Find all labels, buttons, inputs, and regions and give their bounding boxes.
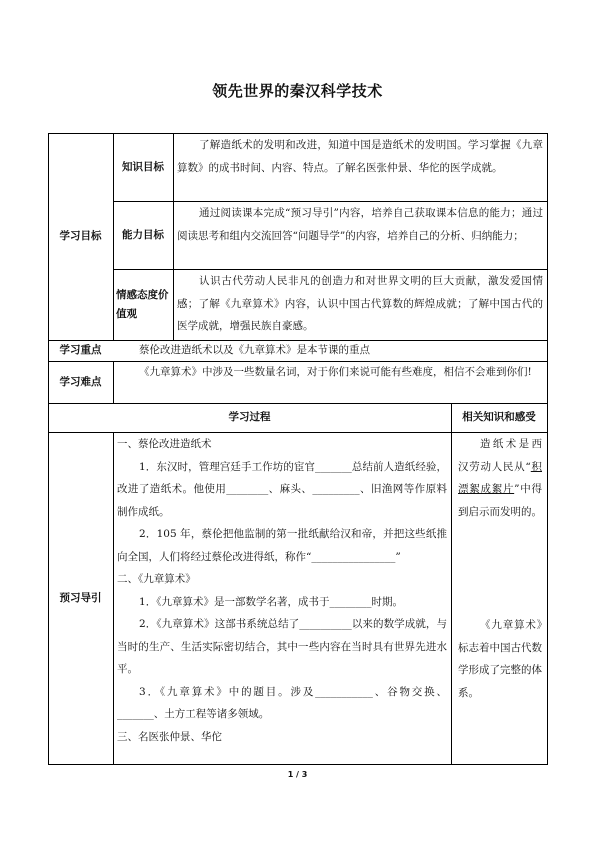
page-number: 1 / 3 — [287, 770, 308, 779]
section-2-question-3: 3．《九章算术》中的题目。涉及___________、谷物交换、_______、土方工程等诸多领域。 — [117, 685, 447, 720]
related-header: 相关知识和感受 — [462, 411, 536, 423]
emotion-goal-label — [115, 269, 171, 340]
key-point-text: 蔡伦改进造纸术以及《九章算术》是本节课的重点 — [139, 344, 371, 356]
knowledge-goal-text: 了解造纸术的发明和改进，知道中国是造纸术的发明国。学习掌握《九章算数》的成书时间、内容、特点。了解名医张仲景、华佗的医学成就。 — [177, 139, 543, 174]
section-2-title: 二、《九章算术》 — [117, 573, 196, 585]
section-2-question-1: 1．《九章算术》是一部数学名著，成书于________时期。 — [139, 595, 403, 608]
emotion-goal-label-text: 情感态度价值观 — [116, 288, 169, 320]
section-1-title: 一、蔡伦改进造纸术 — [117, 438, 212, 450]
emotion-goal-text: 认识古代劳动人民非凡的创造力和对世界文明的巨大贡献，激发爱国情感；了解《九章算术》内容，认识中国古代算数的辉煌成就；了解中国古代的医学成就，增强民族自豪感。 — [177, 275, 543, 332]
preview-content — [117, 433, 447, 748]
side-note-1 — [458, 433, 542, 523]
key-point-label: 学习重点 — [59, 344, 102, 356]
goals-label: 学习目标 — [59, 230, 102, 242]
side-note-1-end: ”中得到启示而发明的。 — [458, 483, 543, 518]
section-1-question-2: 2．105 年，蔡伦把他监制的第一批纸献给汉和帝，并把这些纸推向全国，人们将经过蔡伦改进得纸，称作“________________” — [117, 528, 447, 563]
side-note-1-underlined: 积漂絮成絮片 — [458, 460, 542, 495]
section-3-title: 三、名医张仲景、华佗 — [117, 730, 222, 743]
section-2-question-2: 2．《九章算术》这部书系统总结了__________以来的数学成就，与当时的生产、生活实际密切结合，其中一些内容在当时具有世界先进水平。 — [117, 618, 447, 675]
section-1-question-1: 1．东汉时，管理宫廷手工作坊的宦官_______总结前人造纸经验，改进了造纸术。他使用________、麻头、_________、旧渔网等作原料制作成纸。 — [117, 460, 447, 518]
difficulty-text: 《九章算术》中涉及一些数量名词，对于你们来说可能有些难度，相信不会难到你们! — [139, 366, 532, 378]
page-title: 领先世界的秦汉科学技术 — [212, 82, 383, 100]
process-header: 学习过程 — [228, 411, 271, 423]
difficulty-label: 学习难点 — [59, 375, 102, 388]
ability-goal-label: 能力目标 — [122, 228, 164, 241]
preview-label: 预习导引 — [59, 591, 102, 604]
side-note-2: 《九章算术》标志着中国古代数学形成了完整的体系。 — [458, 619, 542, 699]
knowledge-goal-label: 知识目标 — [122, 160, 164, 173]
side-note-1-start: 造纸术是西汉劳动人民从“ — [458, 438, 542, 473]
ability-goal-text: 通过阅读课本完成“预习导引”内容，培养自己获取课本信息的能力；通过阅读思考和组内交流回答“问题导学”的内容，培养自己的分析、归纳能力； — [177, 207, 543, 242]
